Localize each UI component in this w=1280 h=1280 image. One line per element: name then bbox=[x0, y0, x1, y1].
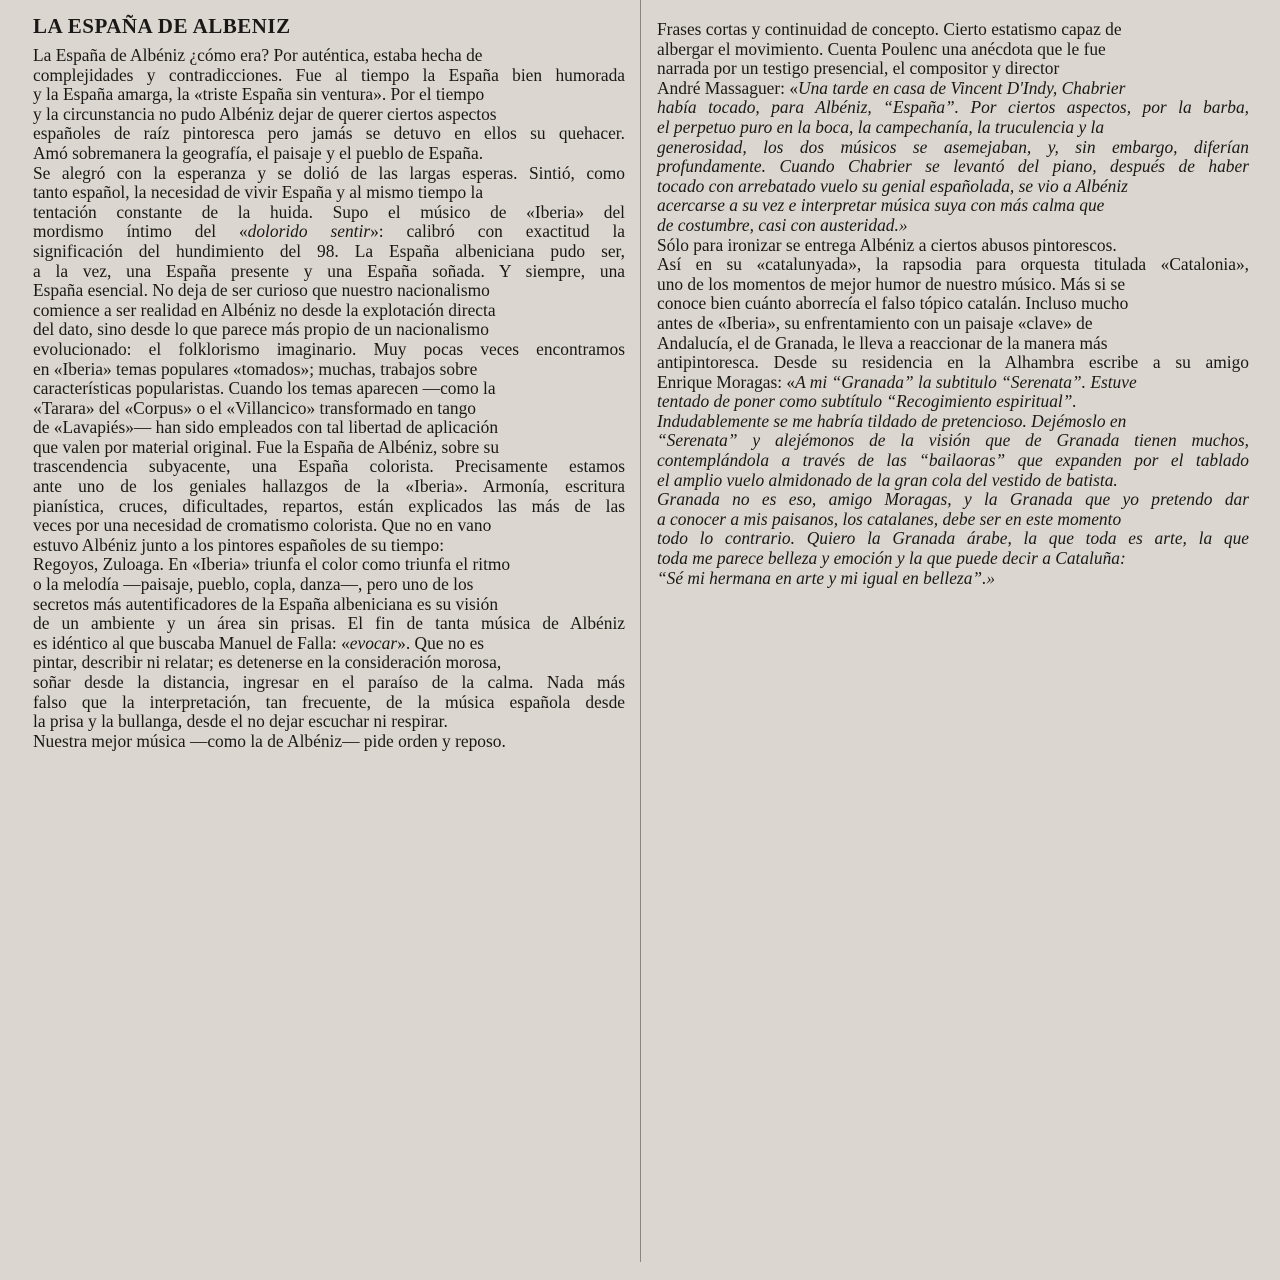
text-line: mordismo íntimo del «dolorido sentir»: calibró con exactitud la bbox=[33, 221, 625, 242]
text-line: el amplio vuelo almidonado de la gran cola del vestido de batista. bbox=[657, 469, 1118, 490]
text-line: “Sé mi hermana en arte y mi igual en belleza”.» bbox=[657, 567, 996, 588]
text-line: Granada no es eso, amigo Moragas, y la Granada que yo pretendo dar bbox=[657, 489, 1249, 510]
left-column-body bbox=[33, 46, 625, 751]
text-line: secretos más autentificadores de la España albeniciana es su visión bbox=[33, 593, 499, 614]
text-line: ante uno de los geniales hallazgos de la «Iberia». Armonía, escritura bbox=[33, 476, 625, 497]
text-line: todo lo contrario. Quiero la Granada árabe, la que toda es arte, la que bbox=[657, 528, 1249, 549]
text-line: del dato, sino desde lo que parece más propio de un nacionalismo bbox=[33, 319, 489, 340]
text-line: Amó sobremanera la geografía, el paisaje y el pueblo de España. bbox=[33, 142, 484, 163]
text-line: uno de los momentos de mejor humor de nuestro músico. Más si se bbox=[657, 273, 1126, 294]
text-line: Enrique Moragas: «A mi “Granada” la subtitulo “Serenata”. Estuve bbox=[657, 371, 1137, 392]
text-line: complejidades y contradicciones. Fue al tiempo la España bien humorada bbox=[33, 64, 625, 85]
text-line: Frases cortas y continuidad de concepto. Cierto estatismo capaz de bbox=[657, 19, 1122, 39]
text-line: tentación constante de la huida. Supo el músico de «Iberia» del bbox=[33, 201, 625, 222]
text-line: españoles de raíz pintoresca pero jamás se detuvo en ellos su quehacer. bbox=[33, 123, 625, 144]
text-line: Indudablemente se me habría tildado de pretencioso. Dejémoslo en bbox=[657, 410, 1127, 431]
text-line: profundamente. Cuando Chabrier se levantó del piano, después de haber bbox=[657, 156, 1249, 177]
text-line: de un ambiente y un área sin prisas. El fin de tanta música de Albéniz bbox=[33, 613, 625, 634]
text-line: soñar desde la distancia, ingresar en el paraíso de la calma. Nada más bbox=[33, 672, 625, 692]
text-line: Se alegró con la esperanza y se dolió de las largas esperas. Sintió, como bbox=[33, 162, 625, 183]
text-line: en «Iberia» temas populares «tomados»; muchas, trabajos sobre bbox=[33, 358, 478, 379]
text-line: de «Lavapiés»— han sido empleados con tal libertad de aplicación bbox=[33, 417, 499, 438]
text-line: a la vez, una España presente y una España soñada. Y siempre, una bbox=[33, 260, 625, 281]
column-divider bbox=[640, 0, 641, 1262]
text-line: la prisa y la bullanga, desde el no dejar escuchar ni respirar. bbox=[33, 711, 448, 732]
text-line: de costumbre, casi con austeridad.» bbox=[657, 214, 908, 235]
text-line: significación del hundimiento del 98. La España albeniciana pudo ser, bbox=[33, 240, 625, 261]
text-line: tentado de poner como subtítulo “Recogimiento espiritual”. bbox=[657, 391, 1077, 412]
text-line: comience a ser realidad en Albéniz no desde la explotación directa bbox=[33, 299, 496, 320]
text-line: “Serenata” y alejémonos de la visión que de Granada tienen muchos, bbox=[657, 430, 1249, 451]
text-line: Regoyos, Zuloaga. En «Iberia» triunfa el color como triunfa el ritmo bbox=[33, 554, 511, 575]
text-line: Así en su «catalunyada», la rapsodia para orquesta titulada «Catalonia», bbox=[657, 254, 1249, 275]
text-line: había tocado, para Albéniz, “España”. Por ciertos aspectos, por la barba, bbox=[657, 97, 1249, 118]
text-line: o la melodía —paisaje, pueblo, copla, danza—, pero uno de los bbox=[33, 574, 474, 595]
text-line: España esencial. No deja de ser curioso que nuestro nacionalismo bbox=[33, 280, 490, 301]
left-column bbox=[33, 14, 625, 751]
text-line: estuvo Albéniz junto a los pintores españoles de su tiempo: bbox=[33, 534, 445, 555]
text-line: es idéntico al que buscaba Manuel de Falla: «evocar». Que no es bbox=[33, 632, 485, 653]
right-column bbox=[657, 20, 1249, 588]
text-line: generosidad, los dos músicos se asemejaban, y, sin embargo, diferían bbox=[657, 136, 1249, 157]
text-line: «Tarara» del «Corpus» o el «Villancico» transformado en tango bbox=[33, 397, 476, 418]
text-line: tocado con arrebatado vuelo su genial españolada, se vio a Albéniz bbox=[657, 175, 1128, 196]
text-line: características popularistas. Cuando los temas aparecen —como la bbox=[33, 378, 496, 399]
text-line: y la España amarga, la «triste España sin ventura». Por el tiempo bbox=[33, 84, 485, 105]
text-line: trascendencia subyacente, una España colorista. Precisamente estamos bbox=[33, 456, 625, 477]
text-line: pintar, describir ni relatar; es detenerse en la consideración morosa, bbox=[33, 652, 502, 673]
text-line: antes de «Iberia», su enfrentamiento con un paisaje «clave» de bbox=[657, 312, 1093, 333]
text-line: Sólo para ironizar se entrega Albéniz a ciertos abusos pintorescos. bbox=[657, 234, 1117, 255]
text-line: evolucionado: el folklorismo imaginario. Muy pocas veces encontramos bbox=[33, 338, 625, 359]
text-line: André Massaguer: «Una tarde en casa de Vincent D'Indy, Chabrier bbox=[657, 77, 1126, 98]
text-line: toda me parece belleza y emoción y la que puede decir a Cataluña: bbox=[657, 548, 1126, 569]
text-line: contemplándola a través de las “bailaoras” que expanden por el tablado bbox=[657, 450, 1249, 471]
text-line: a conocer a mis paisanos, los catalanes, debe ser en este momento bbox=[657, 508, 1122, 529]
text-line: el perpetuo puro en la boca, la campechanía, la truculencia y la bbox=[657, 116, 1105, 137]
text-line: La España de Albéniz ¿cómo era? Por auténtica, estaba hecha de bbox=[33, 45, 483, 65]
text-line: pianística, cruces, dificultades, repartos, están explicados las más de las bbox=[33, 495, 625, 516]
text-line: veces por una necesidad de cromatismo colorista. Que no en vano bbox=[33, 515, 492, 536]
text-line: Andalucía, el de Granada, le lleva a reaccionar de la manera más bbox=[657, 332, 1108, 353]
text-line: tanto español, la necesidad de vivir España y al mismo tiempo la bbox=[33, 182, 484, 203]
text-line: y la circunstancia no pudo Albéniz dejar de querer ciertos aspectos bbox=[33, 103, 497, 124]
text-line: acercarse a su vez e interpretar música suya con más calma que bbox=[657, 195, 1105, 216]
text-line: que valen por material original. Fue la España de Albéniz, sobre su bbox=[33, 436, 500, 457]
text-line: falso que la interpretación, tan frecuente, de la música española desde bbox=[33, 691, 625, 712]
article-title: LA ESPAÑA DE ALBENIZ bbox=[33, 14, 291, 38]
text-line: albergar el movimiento. Cuenta Poulenc una anécdota que le fue bbox=[657, 38, 1106, 59]
text-line: antipintoresca. Desde su residencia en la Alhambra escribe a su amigo bbox=[657, 352, 1249, 373]
right-column-body bbox=[657, 20, 1249, 588]
text-line: narrada por un testigo presencial, el compositor y director bbox=[657, 58, 1060, 79]
text-line: conoce bien cuánto aborrecía el falso tópico catalán. Incluso mucho bbox=[657, 293, 1129, 314]
text-line: Nuestra mejor música —como la de Albéniz— pide orden y reposo. bbox=[33, 730, 506, 751]
